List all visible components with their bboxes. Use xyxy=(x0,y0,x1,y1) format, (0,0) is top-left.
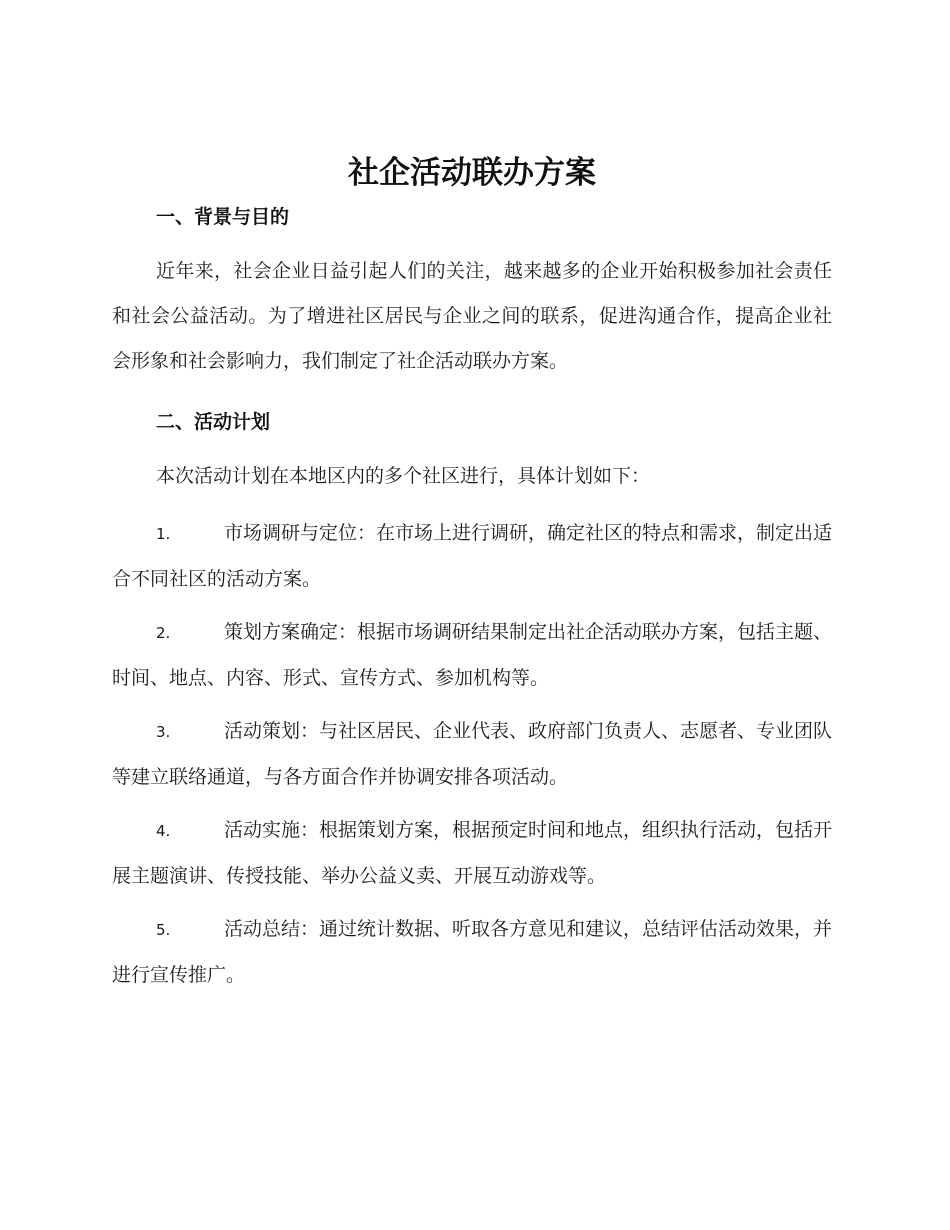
list-item-number: 5. xyxy=(156,921,171,939)
list-item xyxy=(112,511,832,602)
list-item xyxy=(112,907,832,998)
list-item-text: 活动总结：通过统计数据、听取各方意见和建议，总结评估活动效果，并进行宣传推广。 xyxy=(112,918,833,986)
list-item-text: 市场调研与定位：在市场上进行调研，确定社区的特点和需求，制定出适合不同社区的活动方案。 xyxy=(112,522,833,590)
list-item-number: 3. xyxy=(156,723,171,741)
list-item-number: 4. xyxy=(156,822,171,840)
list-item xyxy=(112,709,832,800)
section-heading-background: 一、背景与目的 xyxy=(156,206,290,228)
list-item xyxy=(112,610,832,701)
list-item-number: 2. xyxy=(156,624,171,642)
list-item-text: 活动实施：根据策划方案，根据预定时间和地点，组织执行活动，包括开展主题演讲、传授技能、举办公益义卖、开展互动游戏等。 xyxy=(112,819,833,887)
paragraph-background: 近年来，社会企业日益引起人们的关注，越来越多的企业开始积极参加社会责任和社会公益活动。为了增进社区居民与企业之间的联系，促进沟通合作，提高企业社会形象和社会影响力，我们制定了社企活动联办方案。 xyxy=(112,260,832,372)
list-item-text: 策划方案确定：根据市场调研结果制定出社企活动联办方案，包括主题、时间、地点、内容、形式、宣传方式、参加机构等。 xyxy=(112,621,833,689)
document-title: 社企活动联办方案 xyxy=(348,155,596,191)
paragraph-plan-intro: 本次活动计划在本地区内的多个社区进行，具体计划如下： xyxy=(156,465,651,487)
plan-list xyxy=(112,511,832,998)
list-item-number: 1. xyxy=(156,525,171,543)
list-item xyxy=(112,808,832,899)
section-heading-plan: 二、活动计划 xyxy=(156,411,271,433)
list-item-text: 活动策划：与社区居民、企业代表、政府部门负责人、志愿者、专业团队等建立联络通道，与各方面合作并协调安排各项活动。 xyxy=(112,720,833,788)
document-page xyxy=(112,148,832,998)
